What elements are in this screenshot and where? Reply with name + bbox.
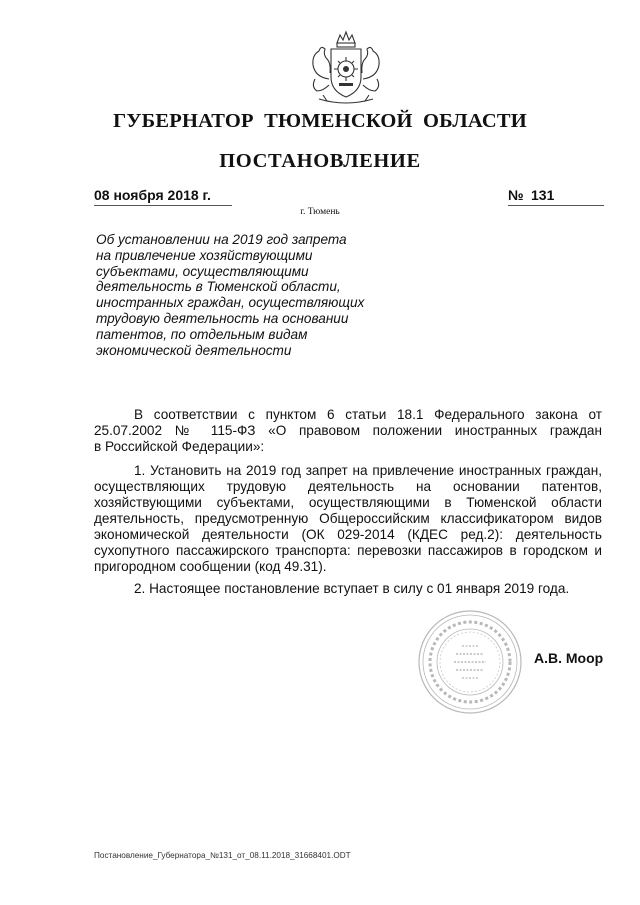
document-type: ПОСТАНОВЛЕНИЕ [219, 150, 421, 172]
issuer-title: ГУБЕРНАТОР ТЮМЕНСКОЙ ОБЛАСТИ [113, 110, 527, 132]
clause-1-paragraph [94, 463, 602, 575]
signer-name: А.В. Моор [534, 650, 604, 666]
document-date: 08 ноября 2018 г. [94, 187, 211, 203]
clause-2-paragraph [94, 581, 602, 597]
subject-line: трудовую деятельность на основании [96, 310, 349, 326]
text-line: деятельность, предусмотренную Общероссийским классификатором видов [94, 511, 602, 526]
number-underline [508, 205, 604, 206]
document-subject [96, 232, 396, 358]
text-line: 25.07.2002 № 115-ФЗ «О правовом положении иностранных граждан [94, 423, 602, 438]
file-name-footer: Постановление_Губернатора_№131_от_08.11.2018_31668401.ODT [94, 851, 351, 860]
text-line: хозяйствующими субъектами, осуществляющими в Тюменской области [94, 495, 602, 510]
subject-line: иностранных граждан, осуществляющих [96, 295, 365, 311]
official-seal-icon [416, 608, 524, 716]
preamble-paragraph [94, 407, 602, 455]
text-line: осуществляющих трудовую деятельность на основании патентов, [94, 479, 602, 494]
subject-line: деятельность в Тюменской области, [96, 279, 341, 295]
place-of-issue: г. Тюмень [300, 207, 340, 217]
subject-line: патентов, по отдельным видам [96, 326, 308, 342]
subject-line: на привлечение хозяйствующими [96, 247, 313, 263]
text-line: в Российской Федерации»: [94, 439, 265, 454]
subject-line: субъектами, осуществляющими [96, 263, 309, 279]
text-line: экономической деятельности (ОК 029-2014 (КДЕС ред.2): деятельность [94, 527, 602, 542]
coat-of-arms-icon [301, 29, 391, 109]
subject-line: экономической деятельности [96, 342, 292, 358]
document-number: 131 [531, 187, 555, 203]
text-line: пригородном сообщении (код 49.31). [94, 559, 327, 574]
subject-line: Об установлении на 2019 год запрета [96, 232, 347, 247]
text-line: 1. Установить на 2019 год запрет на привлечение иностранных граждан, [134, 463, 602, 478]
text-line: 2. Настоящее постановление вступает в силу с 01 января 2019 года. [134, 581, 570, 596]
date-underline [94, 205, 232, 206]
text-line: В соответствии с пунктом 6 статьи 18.1 Федерального закона от [134, 407, 602, 422]
number-sign: № [508, 187, 524, 203]
text-line: сухопутного пассажирского транспорта: перевозки пассажиров в городском и [94, 543, 602, 558]
